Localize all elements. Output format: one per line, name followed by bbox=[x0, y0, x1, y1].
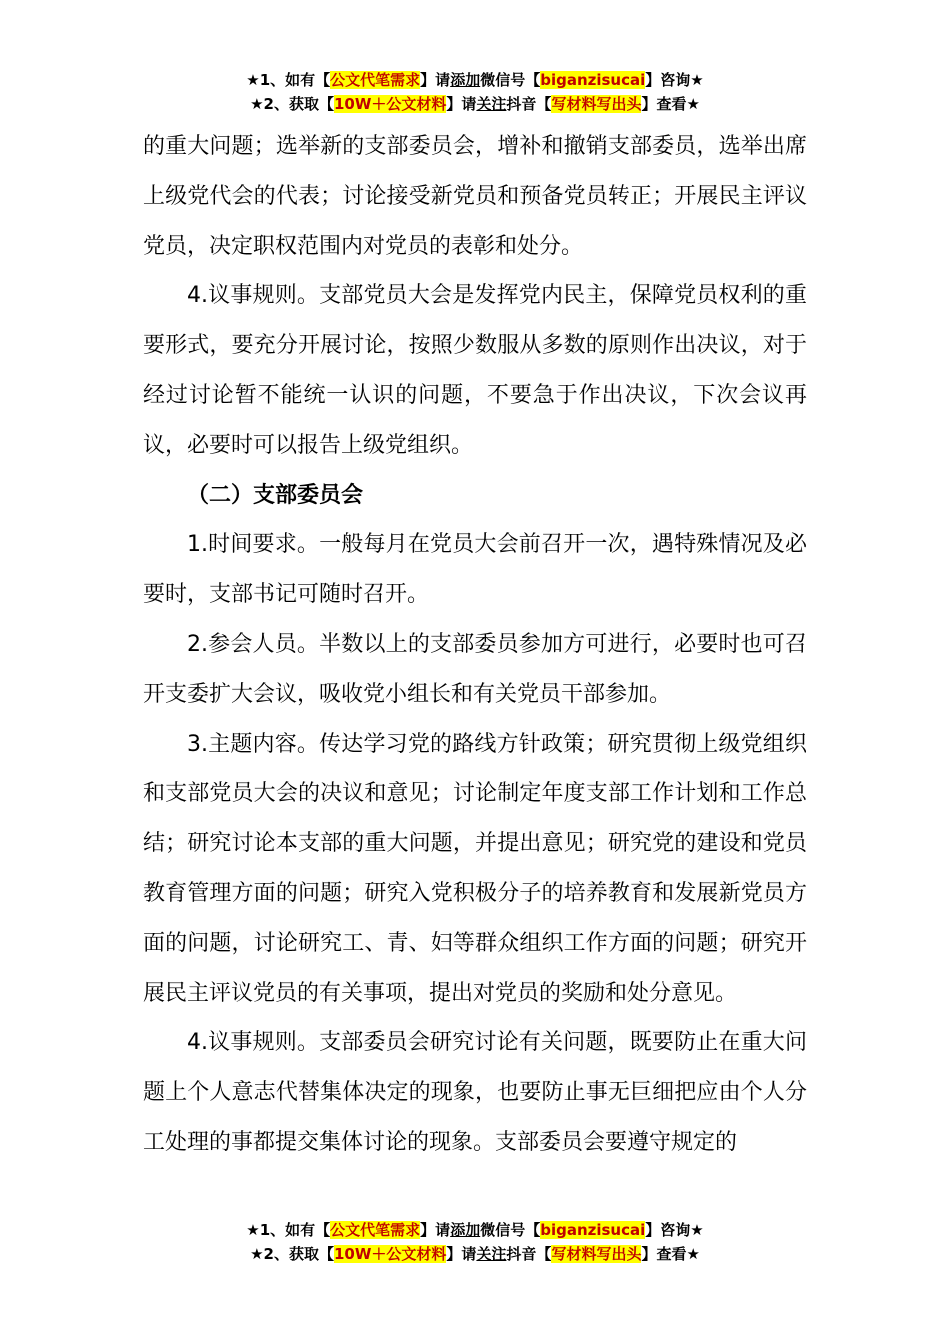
banner-text: 微信号【 bbox=[480, 71, 541, 89]
highlight-wechat-id: biganzisucai bbox=[540, 1221, 646, 1239]
banner-underlined-text: 添加 bbox=[450, 1221, 481, 1239]
paragraph-attendees: 2.参会人员。半数以上的支部委员参加方可进行，必要时也可召开支委扩大会议，吸收党小组长和有关党员干部参加。 bbox=[143, 631, 807, 707]
highlight-douyin-account: 写材料写出头 bbox=[551, 1245, 642, 1263]
paragraph-continuation: 的重大问题；选举新的支部委员会，增补和撤销支部委员，选举出席上级党代会的代表；讨论接受新党员和预备党员转正；开展民主评议党员，决定职权范围内对党员的表彰和处分。 bbox=[143, 134, 807, 259]
banner-text: 】请 bbox=[420, 1221, 451, 1239]
highlight-service: 公文代笔需求 bbox=[330, 71, 421, 89]
banner-text: 微信号【 bbox=[480, 1221, 541, 1239]
star-icon: ★ bbox=[246, 71, 260, 89]
banner-text: 2、获取【 bbox=[263, 1245, 334, 1263]
banner-text: 】查看★ bbox=[641, 1245, 700, 1263]
banner-line-1 bbox=[0, 1218, 950, 1242]
banner-text: 】咨询★ bbox=[645, 1221, 704, 1239]
banner-text: 】请 bbox=[446, 1245, 477, 1263]
banner-text: 1、如有【 bbox=[259, 71, 331, 89]
banner-text: 抖音【 bbox=[506, 95, 552, 113]
paragraph-time-requirement: 1.时间要求。一般每月在党员大会前召开一次，遇特殊情况及必要时，支部书记可随时召开。 bbox=[143, 532, 807, 608]
document-body bbox=[143, 122, 807, 1168]
banner-text: 】咨询★ bbox=[645, 71, 704, 89]
paragraph-meeting-rules: 4.议事规则。支部党员大会是发挥党内民主，保障党员权利的重要形式，要充分开展讨论，按照少数服从多数的原则作出决议，对于经过讨论暂不能统一认识的问题，不要急于作出决议，下次会议再议，必要时可以报告上级党组织。 bbox=[143, 283, 807, 458]
banner-line-2 bbox=[0, 92, 950, 116]
highlight-materials: 10W＋公文材料 bbox=[333, 95, 447, 113]
star-icon: ★ bbox=[250, 95, 264, 113]
star-icon: ★ bbox=[250, 1245, 264, 1263]
paragraph-topics: 3.主题内容。传达学习党的路线方针政策；研究贯彻上级党组织和支部党员大会的决议和意见；讨论制定年度支部工作计划和工作总结；研究讨论本支部的重大问题，并提出意见；研究党的建设和党员教育管理方面的问题；研究入党积极分子的培养教育和发展新党员方面的问题，讨论研究工、青、妇等群众组织工作方面的问题；研究开展民主评议党员的有关事项，提出对党员的奖励和处分意见。 bbox=[143, 731, 807, 1006]
banner-underlined-text: 添加 bbox=[450, 71, 481, 89]
top-banner bbox=[0, 68, 950, 116]
banner-text: 抖音【 bbox=[506, 1245, 552, 1263]
banner-line-2 bbox=[0, 1242, 950, 1266]
banner-text: 】查看★ bbox=[641, 95, 700, 113]
banner-text: 2、获取【 bbox=[263, 95, 334, 113]
paragraph-committee-rules: 4.议事规则。支部委员会研究讨论有关问题，既要防止在重大问题上个人意志代替集体决定的现象，也要防止事无巨细把应由个人分工处理的事都提交集体讨论的现象。支部委员会要遵守规定的 bbox=[143, 1030, 807, 1155]
highlight-douyin-account: 写材料写出头 bbox=[551, 95, 642, 113]
section-heading-committee: （二）支部委员会 bbox=[187, 482, 364, 508]
bottom-banner bbox=[0, 1218, 950, 1266]
banner-text: 】请 bbox=[446, 95, 477, 113]
banner-line-1 bbox=[0, 68, 950, 92]
banner-text: 1、如有【 bbox=[259, 1221, 331, 1239]
highlight-service: 公文代笔需求 bbox=[330, 1221, 421, 1239]
banner-text: 】请 bbox=[420, 71, 451, 89]
highlight-wechat-id: biganzisucai bbox=[540, 71, 646, 89]
banner-underlined-text: 关注 bbox=[476, 1245, 507, 1263]
highlight-materials: 10W＋公文材料 bbox=[333, 1245, 447, 1263]
star-icon: ★ bbox=[246, 1221, 260, 1239]
banner-underlined-text: 关注 bbox=[476, 95, 507, 113]
